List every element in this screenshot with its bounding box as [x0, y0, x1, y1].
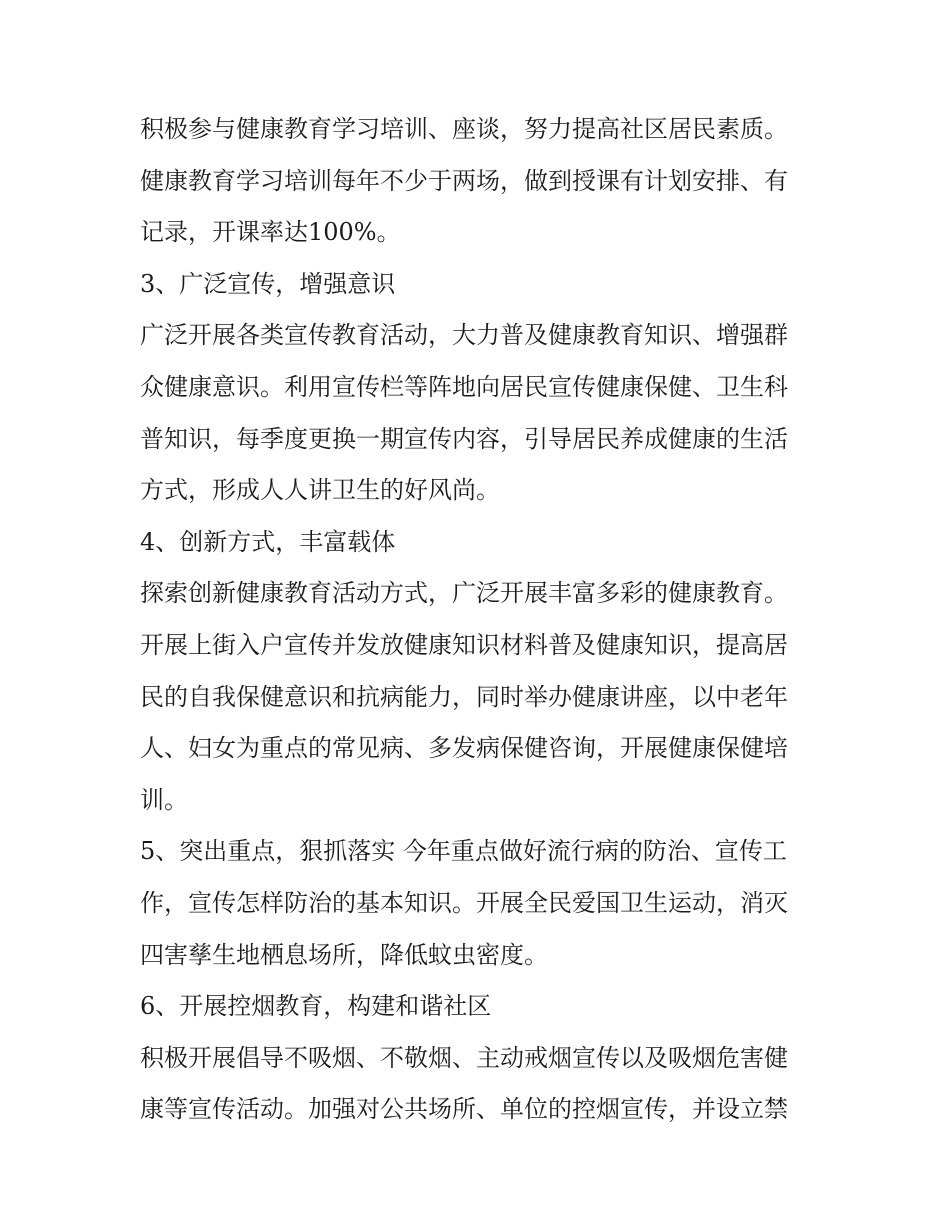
paragraph-line: 四害孳生地栖息场所，降低蚊虫密度。	[140, 940, 548, 969]
paragraph-line: 探索创新健康教育活动方式，广泛开展丰富多彩的健康教育。	[140, 579, 788, 608]
paragraph-line: 众健康意识。利用宣传栏等阵地向居民宣传健康保健、卫生科	[140, 372, 788, 401]
paragraph-line: 广泛开展各类宣传教育活动，大力普及健康教育知识、增强群	[140, 321, 788, 350]
section-heading: 3、广泛宣传，增强意识	[140, 269, 396, 298]
paragraph-line: 健康教育学习培训每年不少于两场，做到授课有计划安排、有	[140, 166, 788, 195]
paragraph-line: 普知识，每季度更换一期宣传内容，引导居民养成健康的生活	[140, 424, 788, 453]
paragraph-line: 积极参与健康教育学习培训、座谈，努力提高社区居民素质。	[140, 115, 788, 143]
paragraph-line: 康等宣传活动。加强对公共场所、单位的控烟宣传，并设立禁	[140, 1095, 788, 1124]
paragraph-line: 人、妇女为重点的常见病、多发病保健咨询，开展健康保健培	[140, 734, 788, 763]
section-heading: 5、突出重点，狠抓落实 今年重点做好流行病的防治、宣传工	[140, 837, 787, 866]
paragraph-line: 方式，形成人人讲卫生的好风尚。	[140, 476, 500, 505]
paragraph-line: 作，宣传怎样防治的基本知识。开展全民爱国卫生运动，消灭	[140, 888, 788, 917]
section-heading: 6、开展控烟教育，构建和谐社区	[140, 992, 492, 1021]
document-body	[140, 104, 820, 1136]
section-heading: 4、创新方式，丰富载体	[140, 527, 396, 556]
paragraph-line: 记录，开课率达100%。	[140, 218, 401, 247]
paragraph-line: 民的自我保健意识和抗病能力，同时举办健康讲座，以中老年	[140, 682, 788, 711]
paragraph-line: 训。	[140, 785, 188, 814]
paragraph-line: 积极开展倡导不吸烟、不敬烟、主动戒烟宣传以及吸烟危害健	[140, 1043, 788, 1072]
paragraph-line: 开展上街入户宣传并发放健康知识材料普及健康知识，提高居	[140, 630, 788, 659]
